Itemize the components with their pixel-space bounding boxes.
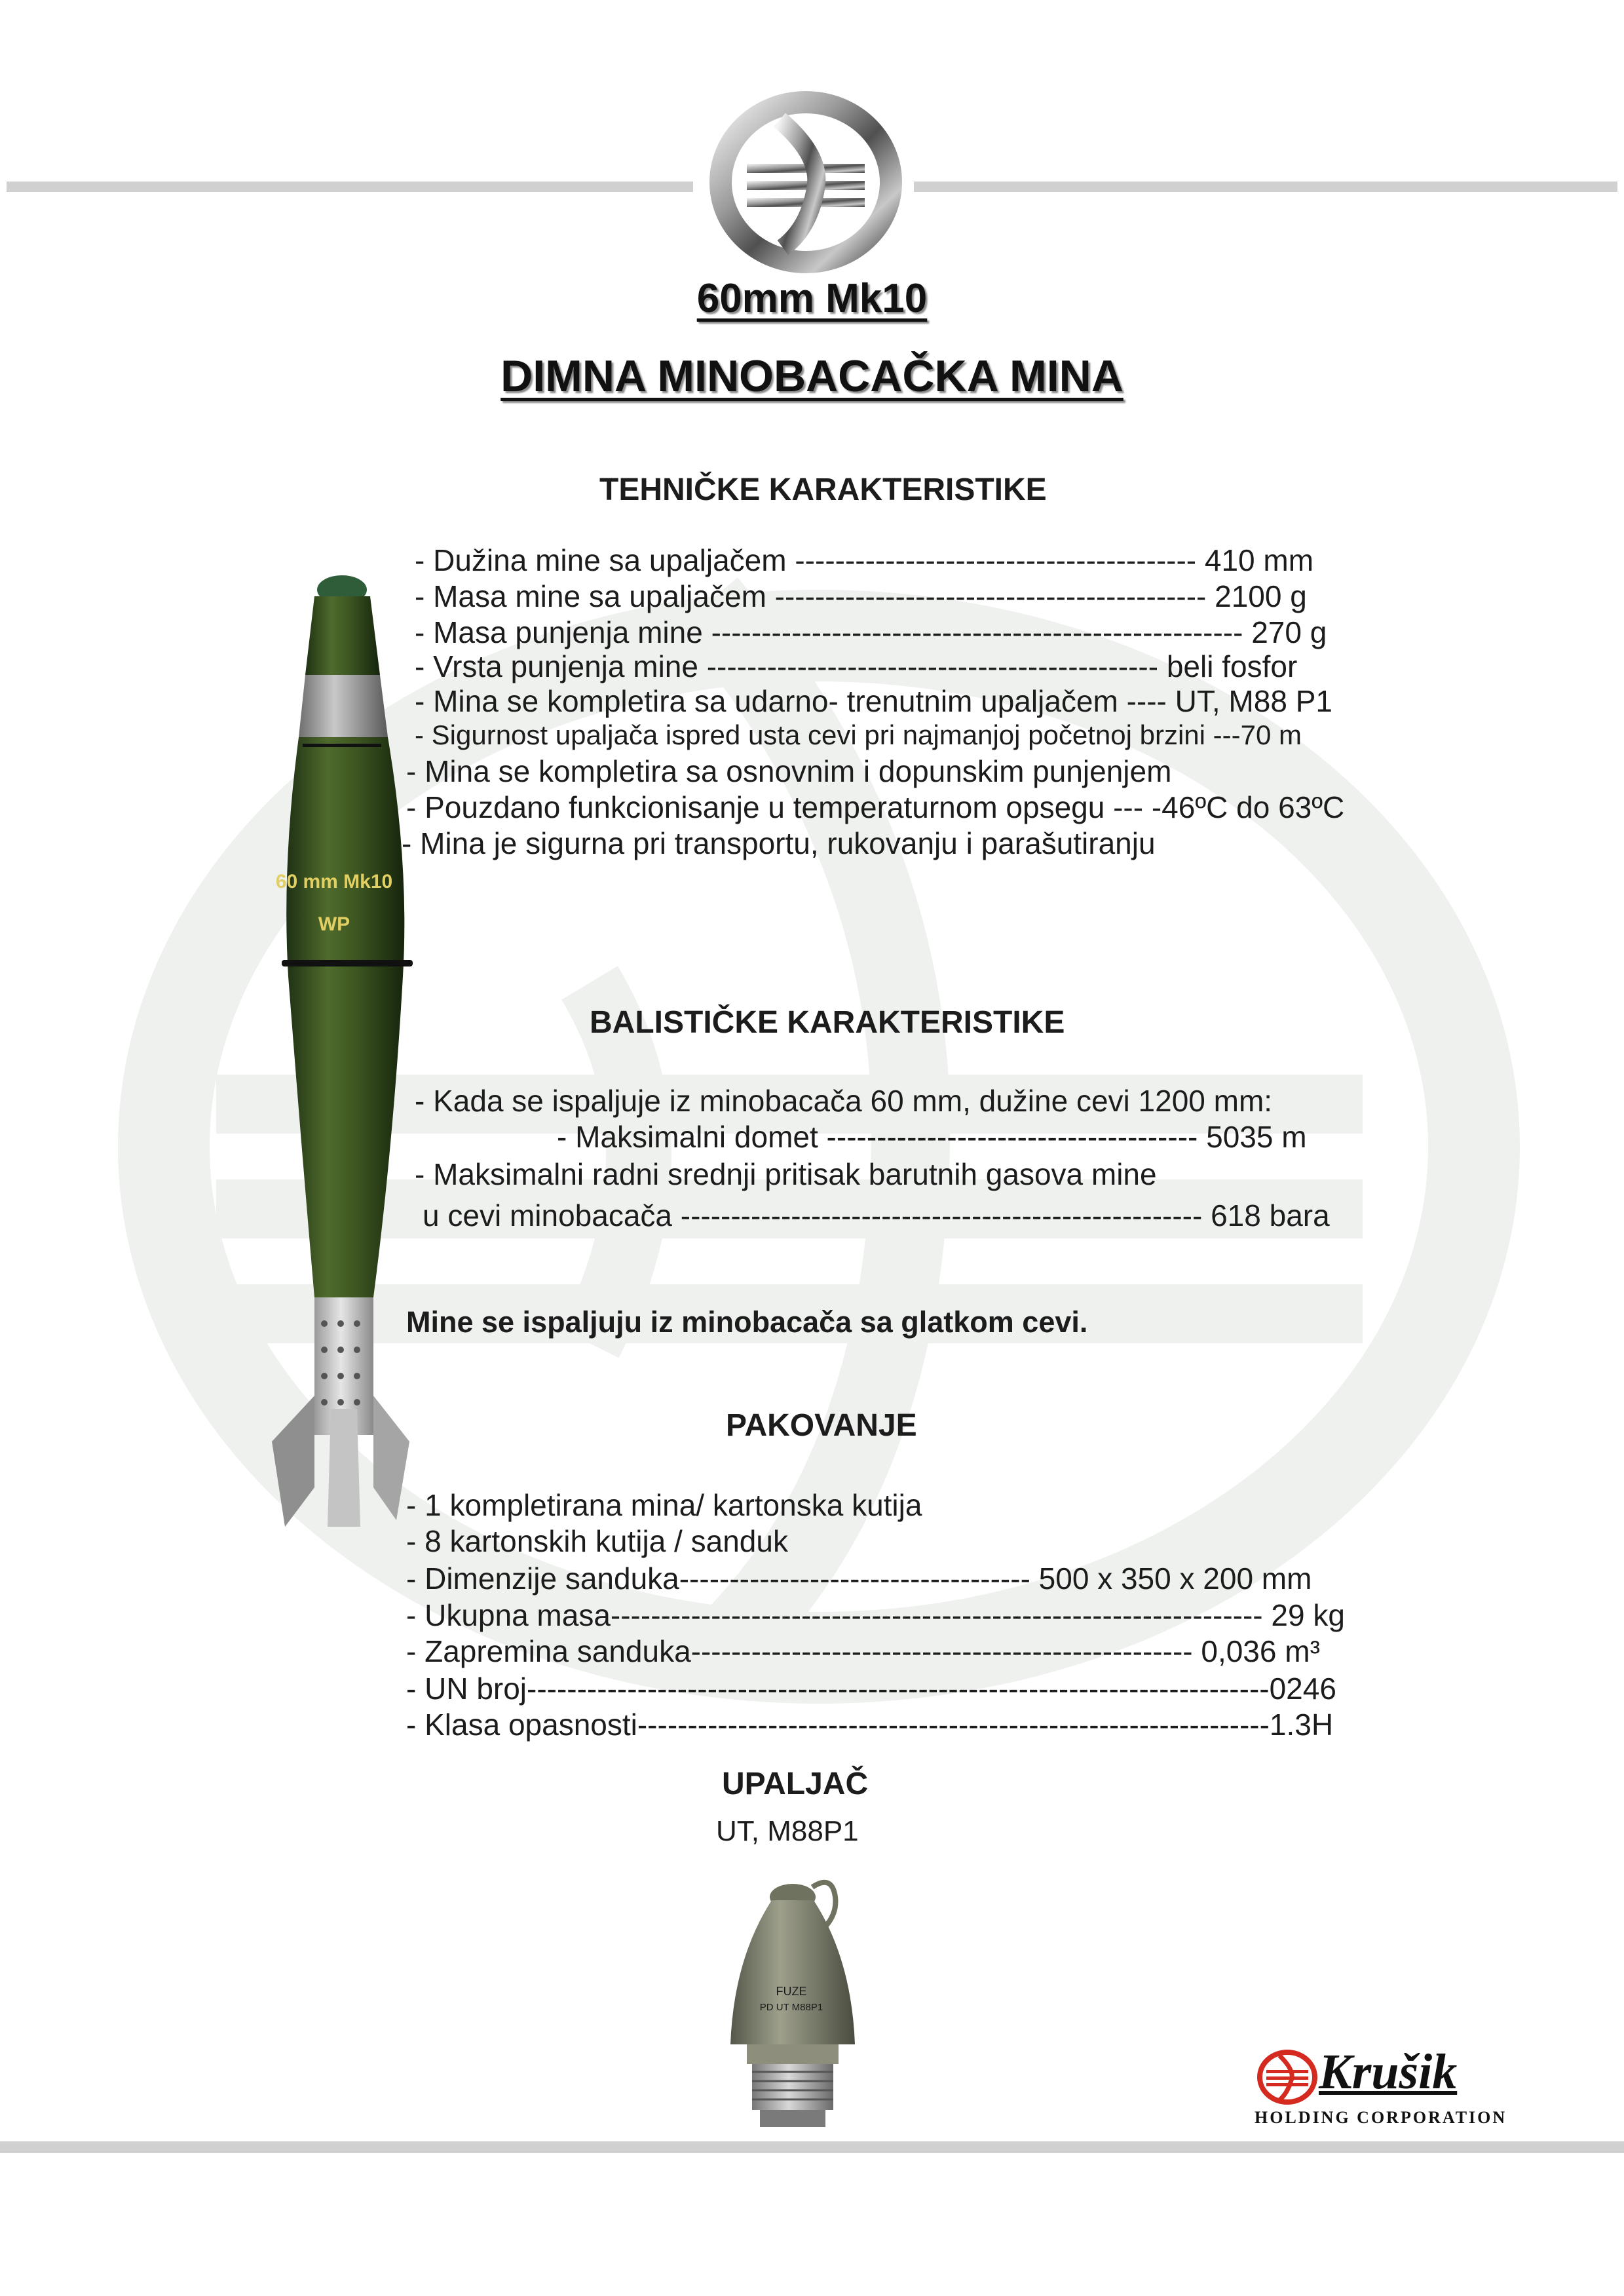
technical-line: - Mina je sigurna pri transportu, rukovanju i parašutiranju [402, 826, 1156, 860]
document-title: 60mm Mk10 [696, 276, 928, 321]
fuze-label-line1: FUZE [776, 1985, 807, 1998]
packaging-line: - Dimenzije sanduka----------------------------------- 500 x 350 x 200 mm [406, 1561, 1312, 1596]
shell-marking-fill: WP [318, 913, 350, 935]
document-subtitle: DIMNA MINOBACAČKA MINA [500, 351, 1124, 401]
bottom-rule [0, 2141, 1624, 2153]
packaging-line: - Ukupna masa----------------------------------------------------------------- 29 kg [406, 1598, 1345, 1632]
technical-line: - Masa punjenja mine ----------------------------------------------------- 270 g [415, 615, 1327, 649]
top-rule-right [914, 182, 1617, 192]
technical-line: - Pouzdano funkcionisanje u temperaturnom opsegu --- -46ºC do 63ºC [406, 790, 1345, 824]
ballistic-line: - Kada se ispaljuje iz minobacača 60 mm, dužine cevi 1200 mm: [415, 1084, 1273, 1118]
technical-heading: TEHNIČKE KARAKTERISTIKE [599, 472, 1047, 507]
brand-name: Krušik [1319, 2044, 1458, 2099]
ballistic-heading: BALISTIČKE KARAKTERISTIKE [590, 1005, 1065, 1040]
fuze-heading: UPALJAČ [722, 1767, 869, 1801]
ballistic-line: u cevi minobacača ---------------------------------------------------- 618 bara [423, 1198, 1330, 1233]
technical-line: - Masa mine sa upaljačem ------------------------------------------- 2100 g [415, 579, 1307, 613]
fuze-image [721, 1867, 865, 2143]
shell-marking-caliber: 60 mm Mk10 [275, 871, 393, 892]
firing-note: Mine se ispaljuju iz minobacača sa glatkom cevi. [406, 1305, 1088, 1339]
packaging-line: - Zapremina sanduka-------------------------------------------------- 0,036 m³ [406, 1634, 1320, 1668]
packaging-line: - 1 kompletirana mina/ kartonska kutija [406, 1488, 922, 1522]
packaging-line: - UN broj--------------------------------------------------------------------------0246 [406, 1672, 1336, 1706]
technical-line: - Mina se kompletira sa osnovnim i dopunskim punjenjem [406, 754, 1172, 788]
brand-logo [1255, 2044, 1530, 2127]
brand-emblem-icon [1255, 2048, 1320, 2107]
packaging-line: - Klasa opasnosti---------------------------------------------------------------1.3H [406, 1708, 1334, 1742]
ballistic-line: - Maksimalni radni srednji pritisak barutnih gasova mine [415, 1157, 1157, 1191]
company-emblem-logo [708, 90, 904, 274]
technical-line: - Mina se kompletira sa udarno- trenutnim upaljačem ---- UT, M88 P1 [415, 684, 1332, 718]
packaging-heading: PAKOVANJE [726, 1408, 917, 1443]
top-rule-left [7, 182, 693, 192]
brand-subtitle: HOLDING CORPORATION [1255, 2108, 1507, 2127]
technical-line: - Sigurnost upaljača ispred usta cevi pri najmanjoj početnoj brzini ---70 m [415, 719, 1302, 750]
ballistic-line: - Maksimalni domet ------------------------------------- 5035 m [557, 1120, 1307, 1154]
technical-line: - Dužina mine sa upaljačem ---------------------------------------- 410 mm [415, 543, 1314, 577]
fuze-name: UT, M88P1 [716, 1815, 859, 1847]
technical-line: - Vrsta punjenja mine --------------------------------------------- beli fosfor [415, 649, 1298, 683]
fuze-label-line2: PD UT M88P1 [759, 2002, 823, 2013]
packaging-line: - 8 kartonskih kutija / sanduk [406, 1524, 788, 1558]
